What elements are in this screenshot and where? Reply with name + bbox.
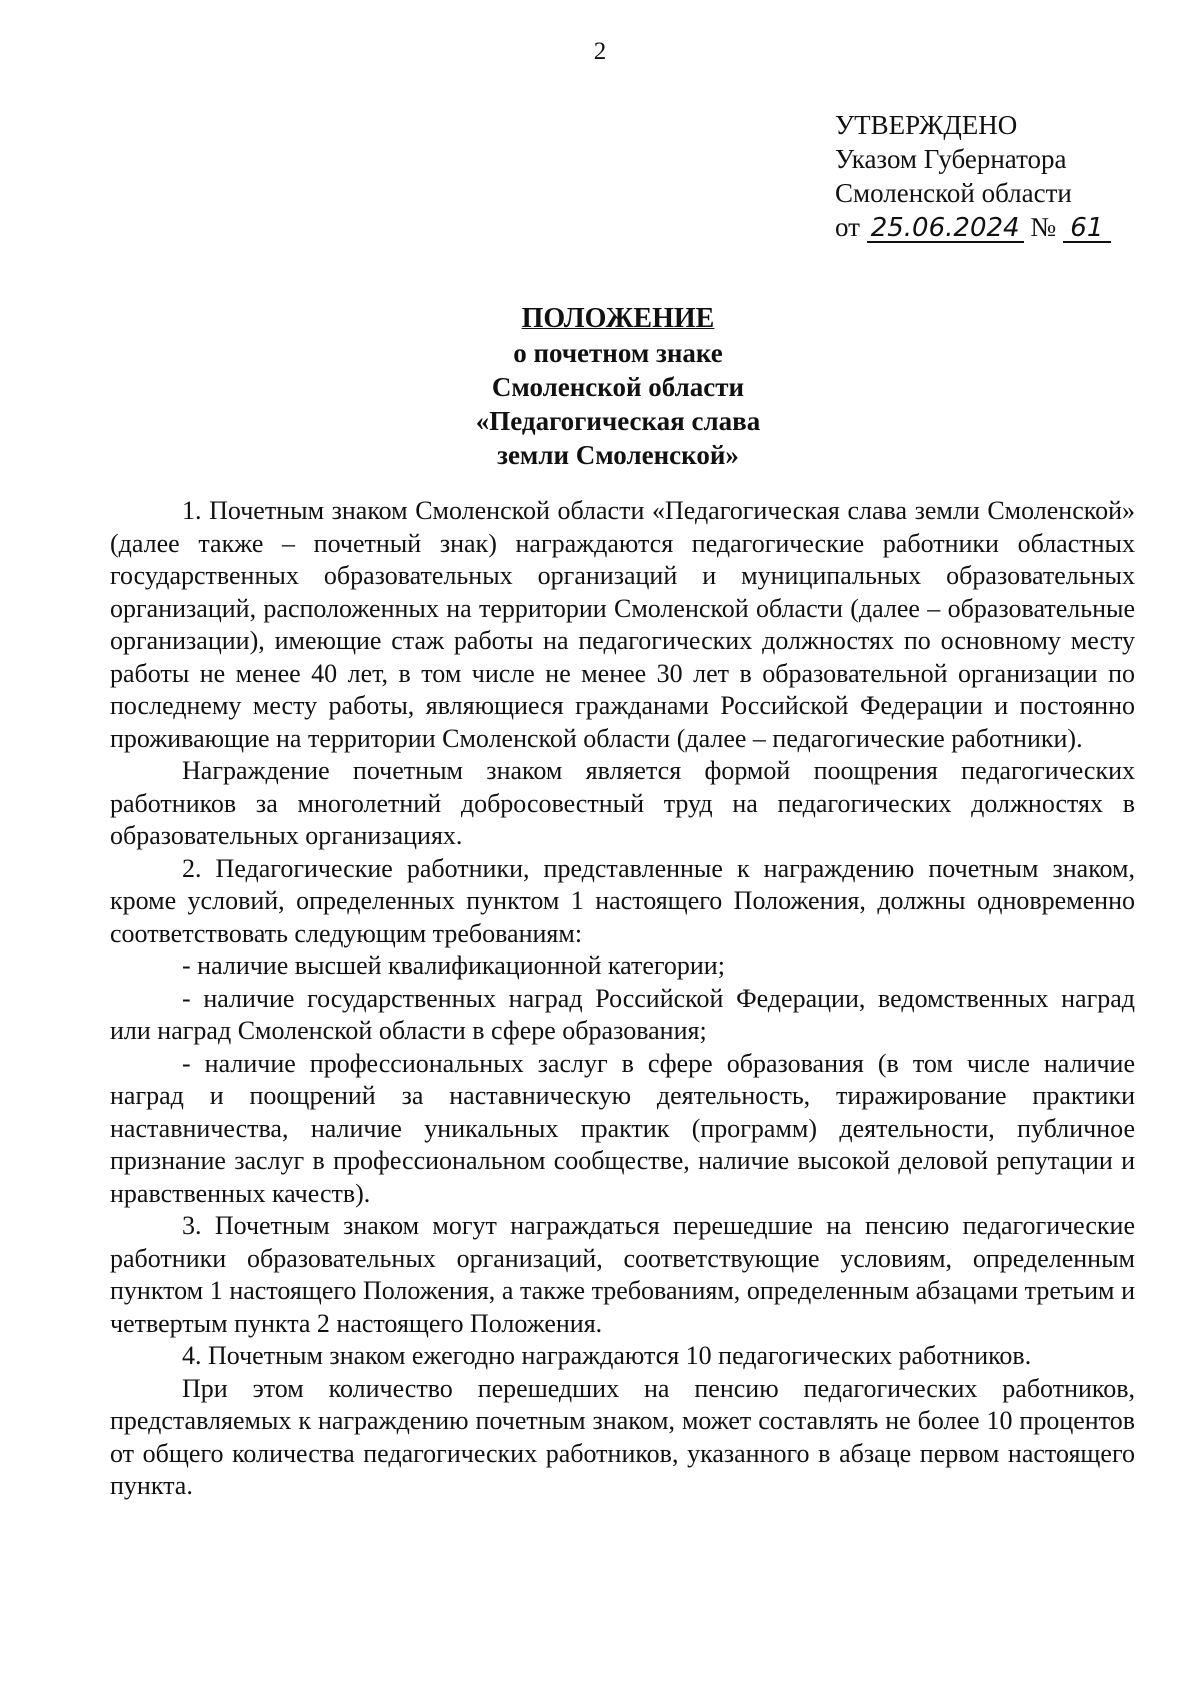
document-body [110,495,1135,1503]
paragraph-6: При этом количество перешедших на пенсию педагогических работников, представляемых к награждению почетным знаком, может составлять не более 10 процентов от общего количества педагогических работников, указанного в абзаце первом настоящего пункта. [110,1373,1135,1500]
title-line-3: «Педагогическая слава [475,406,761,436]
title-heading: ПОЛОЖЕНИЕ [521,303,715,334]
title-line-4: земли Смоленской» [497,440,739,470]
handwritten-date: 25.06.2024 [867,215,1024,243]
title-line-2: Смоленской области [491,372,745,402]
approval-block [835,108,1111,244]
requirement-item-1: - наличие высшей квалификационной категории; [182,951,725,980]
paragraph-3: 2. Педагогические работники, представленные к награждению почетным знаком, кроме условий, определенных пунктом 1 настоящего Положения, должны одновременно соответствовать следующим требованиям: [110,853,1135,948]
paragraph-2: Награждение почетным знаком является формой поощрения педагогических работников за многолетний добросовестный труд на педагогических должностях в образовательных организациях. [110,756,1135,850]
approval-region: Смоленской области [835,178,1072,208]
title-line-1: о почетном знаке [513,338,723,368]
document-title [0,302,1200,472]
handwritten-number: 61 [1063,215,1111,243]
approval-date-line [835,210,1111,244]
number-prefix: № [1030,212,1057,242]
date-prefix: от [835,212,860,242]
requirement-item-2: - наличие государственных наград Российской Федерации, ведомственных наград или наград Смоленской области в сфере образования; [110,983,1135,1045]
requirement-item-3: - наличие профессиональных заслуг в сфере образования (в том числе наличие наград и поощрений за наставническую деятельность, тиражирование практики наставничества, наличие уникальных практик (программ) деятельности, публичное признание заслуг в профессиональном сообществе, наличие высокой деловой репутации и нравственных качеств). [110,1048,1135,1208]
paragraph-4: 3. Почетным знаком могут награждаться перешедшие на пенсию педагогические работники образовательных организаций, соответствующие условиям, определенным пунктом 1 настоящего Положения, а также требованиям, определенным абзацами третьим и четвертым пункта 2 настоящего Положения. [110,1211,1135,1338]
approval-authority: Указом Губернатора [835,144,1067,174]
page-number: 2 [593,38,607,65]
approval-status: УТВЕРЖДЕНО [835,110,1018,140]
paragraph-1: 1. Почетным знаком Смоленской области «Педагогическая слава земли Смоленской» (далее также – почетный знак) награждаются педагогические работники областных государственных образовательных организаций и муниципальных образовательных организаций, расположенных на территории Смоленской области (далее – образовательные организации), имеющие стаж работы на педагогических должностях по основному месту работы не менее 40 лет, в том числе не менее 30 лет в образовательной организации по последнему месту работы, являющиеся гражданами Российской Федерации и постоянно проживающие на территории Смоленской области (далее – педагогические работники). [110,496,1135,753]
paragraph-5: 4. Почетным знаком ежегодно награждаются 10 педагогических работников. [182,1341,1032,1370]
